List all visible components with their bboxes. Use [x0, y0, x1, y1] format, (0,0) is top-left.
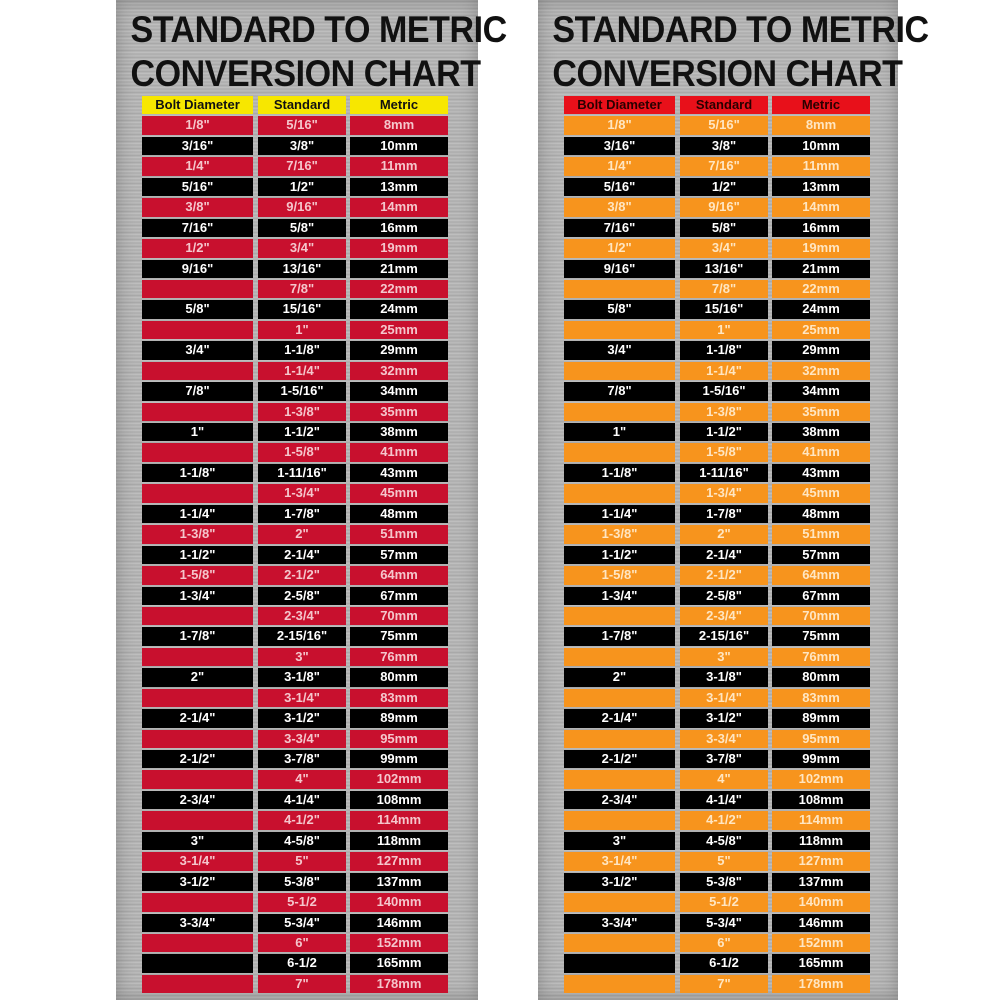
bolt-diameter-cell: 9/16" — [564, 260, 675, 278]
metric-cell: 43mm — [350, 464, 448, 482]
standard-cell: 4-5/8" — [258, 832, 346, 850]
metric-cell: 13mm — [772, 178, 870, 196]
bolt-diameter-cell: 1/4" — [564, 157, 675, 175]
standard-cell: 2-5/8" — [680, 587, 768, 605]
standard-cell: 1-5/16" — [258, 382, 346, 400]
standard-cell: 5" — [258, 852, 346, 870]
bolt-diameter-cell: 2-1/4" — [142, 709, 253, 727]
metric-cell: 127mm — [772, 852, 870, 870]
conversion-chart-panel-red — [116, 0, 507, 1000]
metric-cell: 51mm — [350, 525, 448, 543]
bolt-diameter-cell — [564, 770, 675, 788]
conversion-chart-panel-orange — [538, 0, 929, 1000]
header-metric: Metric — [772, 96, 870, 114]
bolt-diameter-cell: 1-5/8" — [564, 566, 675, 584]
bolt-diameter-cell — [564, 934, 675, 952]
standard-cell: 5" — [680, 852, 768, 870]
standard-cell: 1-7/8" — [680, 505, 768, 523]
metric-cell: 75mm — [350, 627, 448, 645]
bolt-diameter-cell — [142, 443, 253, 461]
metric-cell: 178mm — [350, 975, 448, 993]
metric-cell: 32mm — [350, 362, 448, 380]
metric-cell: 41mm — [772, 443, 870, 461]
bolt-diameter-cell — [142, 484, 253, 502]
metric-cell: 57mm — [772, 546, 870, 564]
metric-cell: 45mm — [350, 484, 448, 502]
metric-cell: 21mm — [772, 260, 870, 278]
metric-cell: 43mm — [772, 464, 870, 482]
bolt-diameter-cell — [564, 648, 675, 666]
bolt-diameter-cell: 1/2" — [142, 239, 253, 257]
bolt-diameter-cell: 1-1/2" — [564, 546, 675, 564]
bolt-diameter-cell: 3/4" — [564, 341, 675, 359]
standard-cell: 1-1/2" — [680, 423, 768, 441]
bolt-diameter-cell: 1-1/8" — [564, 464, 675, 482]
metric-cell: 8mm — [350, 116, 448, 134]
standard-cell: 5-3/8" — [680, 873, 768, 891]
metric-cell: 137mm — [772, 873, 870, 891]
standard-cell: 2-15/16" — [680, 627, 768, 645]
standard-cell: 15/16" — [680, 300, 768, 318]
metric-cell: 16mm — [350, 219, 448, 237]
metric-cell: 152mm — [772, 934, 870, 952]
bolt-diameter-cell: 5/8" — [564, 300, 675, 318]
standard-cell: 3-1/8" — [680, 668, 768, 686]
standard-cell: 6" — [258, 934, 346, 952]
bolt-diameter-cell: 3-1/2" — [142, 873, 253, 891]
bolt-diameter-cell: 3-3/4" — [142, 914, 253, 932]
metric-cell: 118mm — [350, 832, 448, 850]
metric-cell: 34mm — [772, 382, 870, 400]
metric-cell: 140mm — [772, 893, 870, 911]
standard-cell: 2-3/4" — [258, 607, 346, 625]
bolt-diameter-cell — [564, 280, 675, 298]
chart-title-line2: CONVERSION CHART — [552, 53, 903, 94]
metric-cell: 76mm — [350, 648, 448, 666]
metric-cell: 108mm — [772, 791, 870, 809]
standard-cell: 6-1/2 — [680, 954, 768, 972]
bolt-diameter-cell — [142, 321, 253, 339]
bolt-diameter-cell — [142, 934, 253, 952]
metric-cell: 19mm — [350, 239, 448, 257]
standard-cell: 3-1/4" — [680, 689, 768, 707]
metric-cell: 19mm — [772, 239, 870, 257]
metric-cell: 51mm — [772, 525, 870, 543]
bolt-diameter-cell — [564, 954, 675, 972]
bolt-diameter-cell: 3/16" — [142, 137, 253, 155]
bolt-diameter-cell — [142, 403, 253, 421]
metric-cell: 95mm — [350, 730, 448, 748]
bolt-diameter-cell: 3" — [142, 832, 253, 850]
bolt-diameter-cell — [142, 770, 253, 788]
metric-cell: 35mm — [350, 403, 448, 421]
bolt-diameter-cell: 1/4" — [142, 157, 253, 175]
bolt-diameter-cell: 1-5/8" — [142, 566, 253, 584]
metric-cell: 16mm — [772, 219, 870, 237]
metric-cell: 48mm — [350, 505, 448, 523]
standard-cell: 3-1/4" — [258, 689, 346, 707]
bolt-diameter-cell: 2-1/2" — [142, 750, 253, 768]
standard-cell: 1-1/4" — [258, 362, 346, 380]
bolt-diameter-cell: 5/8" — [142, 300, 253, 318]
standard-cell: 1-7/8" — [258, 505, 346, 523]
metric-cell: 24mm — [772, 300, 870, 318]
bolt-diameter-cell: 1-1/4" — [142, 505, 253, 523]
metric-cell: 35mm — [772, 403, 870, 421]
metric-cell: 178mm — [772, 975, 870, 993]
bolt-diameter-cell: 1-1/4" — [564, 505, 675, 523]
bolt-diameter-cell: 3/4" — [142, 341, 253, 359]
standard-cell: 4" — [680, 770, 768, 788]
standard-cell: 4" — [258, 770, 346, 788]
standard-cell: 4-1/4" — [680, 791, 768, 809]
header-bolt-diameter: Bolt Diameter — [142, 96, 253, 114]
bolt-diameter-cell: 2-3/4" — [142, 791, 253, 809]
metric-cell: 8mm — [772, 116, 870, 134]
bolt-diameter-cell: 7/16" — [142, 219, 253, 237]
metric-cell: 114mm — [350, 811, 448, 829]
standard-cell: 2" — [258, 525, 346, 543]
standard-cell: 1-11/16" — [680, 464, 768, 482]
metric-cell: 64mm — [350, 566, 448, 584]
standard-cell: 3-1/2" — [680, 709, 768, 727]
bolt-diameter-cell — [564, 443, 675, 461]
bolt-diameter-cell — [142, 689, 253, 707]
bolt-diameter-cell: 1-3/8" — [564, 525, 675, 543]
bolt-diameter-cell — [142, 954, 253, 972]
standard-cell: 1-1/8" — [680, 341, 768, 359]
standard-cell: 4-5/8" — [680, 832, 768, 850]
bolt-diameter-cell: 7/16" — [564, 219, 675, 237]
metric-cell: 67mm — [772, 587, 870, 605]
standard-cell: 5/16" — [680, 116, 768, 134]
metric-cell: 14mm — [350, 198, 448, 216]
bolt-diameter-cell — [564, 484, 675, 502]
bolt-diameter-cell: 1/8" — [564, 116, 675, 134]
standard-cell: 1-1/4" — [680, 362, 768, 380]
metric-cell: 83mm — [350, 689, 448, 707]
metric-cell: 22mm — [772, 280, 870, 298]
standard-cell: 9/16" — [680, 198, 768, 216]
standard-cell: 3" — [680, 648, 768, 666]
standard-cell: 5-1/2 — [680, 893, 768, 911]
bolt-diameter-cell: 1-7/8" — [142, 627, 253, 645]
bolt-diameter-cell — [564, 321, 675, 339]
metric-cell: 13mm — [350, 178, 448, 196]
standard-cell: 7/8" — [258, 280, 346, 298]
bolt-diameter-cell: 2-1/4" — [564, 709, 675, 727]
header-metric: Metric — [350, 96, 448, 114]
metric-cell: 80mm — [350, 668, 448, 686]
standard-cell: 2-1/2" — [680, 566, 768, 584]
metric-cell: 165mm — [772, 954, 870, 972]
chart-title-line1: STANDARD TO METRIC — [130, 9, 507, 50]
bolt-diameter-cell — [142, 730, 253, 748]
metric-cell: 41mm — [350, 443, 448, 461]
standard-cell: 1" — [680, 321, 768, 339]
metric-cell: 57mm — [350, 546, 448, 564]
standard-cell: 5-3/8" — [258, 873, 346, 891]
standard-cell: 13/16" — [680, 260, 768, 278]
standard-cell: 2-1/4" — [680, 546, 768, 564]
metric-cell: 146mm — [772, 914, 870, 932]
standard-cell: 3-1/8" — [258, 668, 346, 686]
metric-cell: 25mm — [772, 321, 870, 339]
metric-cell: 102mm — [772, 770, 870, 788]
bolt-diameter-cell: 5/16" — [142, 178, 253, 196]
standard-cell: 1" — [258, 321, 346, 339]
bolt-diameter-cell: 3-1/4" — [564, 852, 675, 870]
metric-cell: 10mm — [350, 137, 448, 155]
standard-cell: 1-1/8" — [258, 341, 346, 359]
metric-cell: 45mm — [772, 484, 870, 502]
bolt-diameter-cell: 2-1/2" — [564, 750, 675, 768]
metric-cell: 146mm — [350, 914, 448, 932]
metric-cell: 80mm — [772, 668, 870, 686]
bolt-diameter-cell: 1/2" — [564, 239, 675, 257]
metric-cell: 114mm — [772, 811, 870, 829]
standard-cell: 5/8" — [680, 219, 768, 237]
header-standard: Standard — [680, 96, 768, 114]
bolt-diameter-cell — [564, 689, 675, 707]
bolt-diameter-cell — [142, 362, 253, 380]
standard-cell: 2-5/8" — [258, 587, 346, 605]
bolt-diameter-cell: 3/8" — [564, 198, 675, 216]
standard-cell: 3-3/4" — [680, 730, 768, 748]
standard-cell: 3/4" — [258, 239, 346, 257]
bolt-diameter-cell — [564, 607, 675, 625]
metric-cell: 75mm — [772, 627, 870, 645]
bolt-diameter-cell: 1-7/8" — [564, 627, 675, 645]
bolt-diameter-cell: 9/16" — [142, 260, 253, 278]
standard-cell: 3-7/8" — [680, 750, 768, 768]
chart-title — [130, 8, 507, 96]
standard-cell: 3" — [258, 648, 346, 666]
metric-cell: 99mm — [772, 750, 870, 768]
bolt-diameter-cell: 3/16" — [564, 137, 675, 155]
metric-cell: 11mm — [350, 157, 448, 175]
bolt-diameter-cell — [142, 607, 253, 625]
standard-cell: 5-3/4" — [680, 914, 768, 932]
chart-title-line2: CONVERSION CHART — [130, 53, 481, 94]
bolt-diameter-cell: 1-1/2" — [142, 546, 253, 564]
standard-cell: 1-5/8" — [680, 443, 768, 461]
standard-cell: 3-1/2" — [258, 709, 346, 727]
bolt-diameter-cell: 3-3/4" — [564, 914, 675, 932]
standard-cell: 7" — [680, 975, 768, 993]
metric-cell: 21mm — [350, 260, 448, 278]
standard-cell: 5-3/4" — [258, 914, 346, 932]
metric-cell: 99mm — [350, 750, 448, 768]
metric-cell: 108mm — [350, 791, 448, 809]
metric-cell: 48mm — [772, 505, 870, 523]
bolt-diameter-cell: 3/8" — [142, 198, 253, 216]
bolt-diameter-cell: 1-3/4" — [564, 587, 675, 605]
standard-cell: 2-1/4" — [258, 546, 346, 564]
metric-cell: 38mm — [772, 423, 870, 441]
standard-cell: 1-1/2" — [258, 423, 346, 441]
metric-cell: 137mm — [350, 873, 448, 891]
metric-cell: 152mm — [350, 934, 448, 952]
metric-cell: 14mm — [772, 198, 870, 216]
standard-cell: 7/16" — [258, 157, 346, 175]
metric-cell: 76mm — [772, 648, 870, 666]
standard-cell: 4-1/2" — [258, 811, 346, 829]
metric-cell: 29mm — [772, 341, 870, 359]
standard-cell: 3/8" — [258, 137, 346, 155]
bolt-diameter-cell: 1-1/8" — [142, 464, 253, 482]
bolt-diameter-cell: 1/8" — [142, 116, 253, 134]
metric-cell: 11mm — [772, 157, 870, 175]
bolt-diameter-cell — [142, 893, 253, 911]
standard-cell: 1-3/8" — [680, 403, 768, 421]
metric-cell: 83mm — [772, 689, 870, 707]
standard-cell: 4-1/4" — [258, 791, 346, 809]
standard-cell: 5-1/2 — [258, 893, 346, 911]
bolt-diameter-cell: 3-1/4" — [142, 852, 253, 870]
standard-cell: 7/16" — [680, 157, 768, 175]
bolt-diameter-cell: 1-3/8" — [142, 525, 253, 543]
standard-cell: 2-3/4" — [680, 607, 768, 625]
bolt-diameter-cell — [564, 975, 675, 993]
chart-title — [552, 8, 929, 96]
metric-cell: 67mm — [350, 587, 448, 605]
standard-cell: 7" — [258, 975, 346, 993]
bolt-diameter-cell: 1" — [142, 423, 253, 441]
bolt-diameter-cell — [142, 280, 253, 298]
metric-cell: 64mm — [772, 566, 870, 584]
standard-cell: 1/2" — [680, 178, 768, 196]
bolt-diameter-cell: 3" — [564, 832, 675, 850]
standard-cell: 1-3/8" — [258, 403, 346, 421]
metric-cell: 22mm — [350, 280, 448, 298]
bolt-diameter-cell: 1" — [564, 423, 675, 441]
bolt-diameter-cell: 2-3/4" — [564, 791, 675, 809]
standard-cell: 5/16" — [258, 116, 346, 134]
standard-cell: 5/8" — [258, 219, 346, 237]
standard-cell: 3/8" — [680, 137, 768, 155]
bolt-diameter-cell — [142, 975, 253, 993]
bolt-diameter-cell — [564, 730, 675, 748]
metric-cell: 24mm — [350, 300, 448, 318]
standard-cell: 1-11/16" — [258, 464, 346, 482]
metric-cell: 70mm — [350, 607, 448, 625]
standard-cell: 2-15/16" — [258, 627, 346, 645]
header-bolt-diameter: Bolt Diameter — [564, 96, 675, 114]
standard-cell: 3-3/4" — [258, 730, 346, 748]
standard-cell: 15/16" — [258, 300, 346, 318]
standard-cell: 6-1/2 — [258, 954, 346, 972]
metric-cell: 32mm — [772, 362, 870, 380]
standard-cell: 3/4" — [680, 239, 768, 257]
metric-cell: 165mm — [350, 954, 448, 972]
metric-cell: 29mm — [350, 341, 448, 359]
standard-cell: 1/2" — [258, 178, 346, 196]
bolt-diameter-cell: 3-1/2" — [564, 873, 675, 891]
metric-cell: 140mm — [350, 893, 448, 911]
bolt-diameter-cell — [142, 648, 253, 666]
bolt-diameter-cell: 7/8" — [564, 382, 675, 400]
bolt-diameter-cell: 5/16" — [564, 178, 675, 196]
metric-cell: 25mm — [350, 321, 448, 339]
bolt-diameter-cell — [564, 362, 675, 380]
metric-cell: 118mm — [772, 832, 870, 850]
standard-cell: 1-3/4" — [258, 484, 346, 502]
header-standard: Standard — [258, 96, 346, 114]
bolt-diameter-cell — [564, 893, 675, 911]
metric-cell: 89mm — [350, 709, 448, 727]
chart-title-line1: STANDARD TO METRIC — [552, 9, 929, 50]
bolt-diameter-cell — [564, 403, 675, 421]
metric-cell: 127mm — [350, 852, 448, 870]
metric-cell: 102mm — [350, 770, 448, 788]
standard-cell: 6" — [680, 934, 768, 952]
standard-cell: 3-7/8" — [258, 750, 346, 768]
bolt-diameter-cell — [142, 811, 253, 829]
standard-cell: 1-3/4" — [680, 484, 768, 502]
metric-cell: 70mm — [772, 607, 870, 625]
standard-cell: 4-1/2" — [680, 811, 768, 829]
bolt-diameter-cell: 7/8" — [142, 382, 253, 400]
metric-cell: 89mm — [772, 709, 870, 727]
standard-cell: 9/16" — [258, 198, 346, 216]
standard-cell: 7/8" — [680, 280, 768, 298]
standard-cell: 13/16" — [258, 260, 346, 278]
standard-cell: 1-5/8" — [258, 443, 346, 461]
bolt-diameter-cell: 2" — [142, 668, 253, 686]
metric-cell: 34mm — [350, 382, 448, 400]
bolt-diameter-cell — [564, 811, 675, 829]
standard-cell: 1-5/16" — [680, 382, 768, 400]
bolt-diameter-cell: 2" — [564, 668, 675, 686]
bolt-diameter-cell: 1-3/4" — [142, 587, 253, 605]
metric-cell: 38mm — [350, 423, 448, 441]
metric-cell: 10mm — [772, 137, 870, 155]
standard-cell: 2-1/2" — [258, 566, 346, 584]
metric-cell: 95mm — [772, 730, 870, 748]
standard-cell: 2" — [680, 525, 768, 543]
